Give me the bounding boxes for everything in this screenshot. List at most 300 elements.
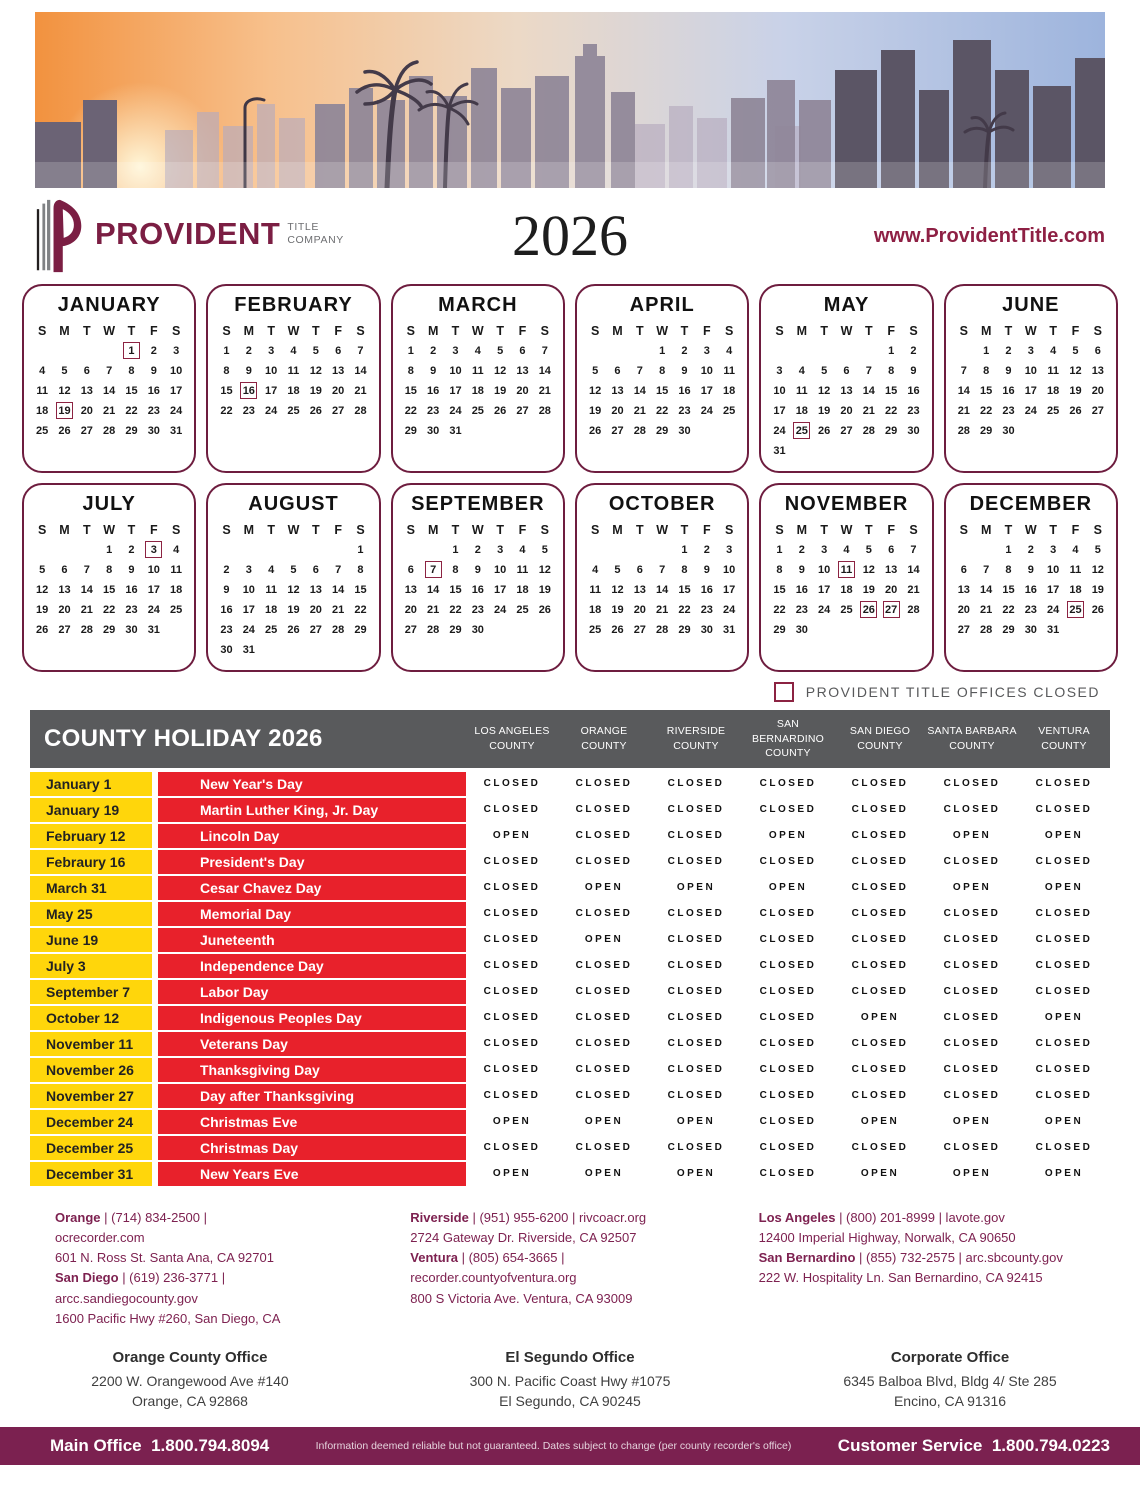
month-title: APRIL: [629, 294, 695, 316]
day-header: T: [1004, 324, 1013, 338]
holiday-date: December 25: [30, 1136, 152, 1160]
date-cell: 29: [980, 425, 993, 437]
skyline-illustration: [35, 12, 1105, 188]
day-header: S: [959, 523, 968, 537]
day-header: W: [656, 523, 669, 537]
date-cell: 16: [907, 385, 920, 397]
date-cell: 2: [703, 544, 710, 556]
date-cell: 9: [703, 564, 710, 576]
county-column-header: VENTURA COUNTY: [1038, 725, 1090, 752]
provident-logo: [35, 199, 512, 273]
holiday-row: [30, 1110, 1110, 1134]
holiday-date: December 24: [30, 1110, 152, 1134]
day-header: T: [820, 523, 828, 537]
date-cell: 2: [910, 345, 917, 357]
date-cell: 4: [290, 345, 297, 357]
office-address-line: El Segundo, CA 90245: [499, 1393, 641, 1410]
months-grid: [0, 280, 1140, 672]
county-status: OPEN: [492, 1116, 532, 1127]
holiday-row: [30, 772, 1110, 796]
date-cell: 28: [332, 624, 345, 636]
date-cell: 3: [245, 564, 252, 576]
date-cell: 14: [980, 584, 993, 596]
month-title: SEPTEMBER: [411, 493, 545, 515]
day-header: S: [406, 324, 415, 338]
day-header: S: [1093, 523, 1102, 537]
date-cell: 8: [106, 564, 113, 576]
date-cell: 25: [589, 624, 602, 636]
date-cell: 20: [1091, 385, 1104, 397]
date-cell: 3: [173, 345, 180, 357]
month-title: OCTOBER: [608, 493, 716, 515]
county-status: CLOSED: [1035, 986, 1093, 997]
month-card-may: [759, 284, 933, 473]
date-cell: 23: [1002, 405, 1015, 417]
date-cell: 30: [700, 624, 713, 636]
date-cell: 1: [106, 544, 113, 556]
date-cell: 8: [1005, 564, 1012, 576]
day-header: M: [243, 324, 255, 338]
county-status: CLOSED: [943, 934, 1001, 945]
holiday-date: July 3: [30, 954, 152, 978]
month-card-july: [22, 483, 196, 672]
date-cell: 14: [354, 365, 367, 377]
month-title: AUGUST: [248, 493, 339, 515]
holiday-name: Day after Thanksgiving: [158, 1084, 466, 1108]
date-cell: 26: [538, 604, 551, 616]
county-status: CLOSED: [759, 1038, 817, 1049]
date-cell: 30: [678, 425, 691, 437]
day-header: M: [796, 523, 808, 537]
offices-closed-legend: [0, 682, 1100, 702]
date-cell: 12: [309, 365, 322, 377]
county-status: CLOSED: [667, 1090, 725, 1101]
date-cell: 5: [1094, 544, 1101, 556]
date-cell: 12: [36, 584, 49, 596]
date-cell: 16: [427, 385, 440, 397]
county-status: CLOSED: [1035, 934, 1093, 945]
county-status: CLOSED: [759, 1116, 817, 1127]
date-cell: 22: [980, 405, 993, 417]
date-cell: 29: [773, 624, 786, 636]
date-cell: 27: [611, 425, 624, 437]
county-status: CLOSED: [575, 1142, 633, 1153]
county-status: CLOSED: [943, 856, 1001, 867]
holiday-row: [30, 876, 1110, 900]
date-cell: 3: [821, 544, 828, 556]
date-cell: 9: [681, 365, 688, 377]
holiday-name: Martin Luther King, Jr. Day: [158, 798, 466, 822]
date-cell: 30: [907, 425, 920, 437]
date-cell: 21: [103, 405, 116, 417]
month-title: NOVEMBER: [784, 493, 909, 515]
date-cell: 24: [449, 405, 462, 417]
date-cell: 16: [700, 584, 713, 596]
date-cell: 10: [1047, 564, 1060, 576]
county-status: OPEN: [952, 882, 992, 893]
county-status: CLOSED: [575, 856, 633, 867]
month-card-june: [944, 284, 1118, 473]
date-cell: 5: [312, 345, 319, 357]
date-cell: 9: [474, 564, 481, 576]
date-cell: 20: [309, 604, 322, 616]
date-cell: 20: [885, 584, 898, 596]
date-cell: 12: [818, 385, 831, 397]
date-cell: 6: [335, 345, 342, 357]
date-cell: 4: [1072, 544, 1079, 556]
date-cell: 22: [220, 405, 233, 417]
date-cell: 1: [983, 345, 990, 357]
date-cell: 13: [404, 584, 417, 596]
day-header: F: [518, 324, 527, 338]
office-block: [0, 1349, 380, 1412]
day-header: S: [222, 523, 231, 537]
county-status: CLOSED: [483, 1012, 541, 1023]
date-cell: 10: [449, 365, 462, 377]
date-cell-office-closed: 27: [880, 601, 902, 620]
date-cell: 13: [80, 385, 93, 397]
day-header: F: [887, 523, 895, 537]
day-header: T: [83, 324, 91, 338]
day-header: F: [887, 324, 895, 338]
date-cell: 18: [36, 405, 49, 417]
date-cell: 31: [1047, 624, 1060, 636]
date-cell: 30: [1002, 425, 1015, 437]
county-status: OPEN: [1044, 1012, 1084, 1023]
county-status: CLOSED: [1035, 1064, 1093, 1075]
date-cell: 17: [170, 385, 183, 397]
day-header: T: [127, 523, 136, 537]
date-cell: 7: [335, 564, 342, 576]
date-cell: 9: [430, 365, 437, 377]
date-cell: 19: [36, 604, 49, 616]
county-column-header: SAN DIEGO COUNTY: [849, 725, 911, 752]
date-cell: 18: [1069, 584, 1082, 596]
date-cell: 21: [633, 405, 646, 417]
date-cell: 18: [516, 584, 529, 596]
date-cell-office-closed: 25: [1064, 601, 1086, 620]
date-cell: 5: [1072, 345, 1079, 357]
date-cell: 24: [773, 425, 786, 437]
recorder-contact-column: [410, 1208, 758, 1329]
county-status: CLOSED: [483, 1064, 541, 1075]
day-header: T: [127, 324, 136, 338]
contact-line: San Diego | (619) 236-3771 |: [55, 1270, 226, 1286]
date-cell: 17: [723, 584, 736, 596]
date-cell: 28: [633, 425, 646, 437]
year-title: 2026: [512, 203, 628, 268]
holiday-row: [30, 928, 1110, 952]
date-cell: 17: [1047, 584, 1060, 596]
day-header: T: [1004, 523, 1013, 537]
date-cell: 8: [357, 564, 364, 576]
table-title: COUNTY HOLIDAY 2026: [44, 725, 323, 752]
date-cell: 28: [957, 425, 970, 437]
day-header: S: [909, 324, 918, 338]
county-name: Riverside: [410, 1210, 469, 1225]
county-status: CLOSED: [575, 960, 633, 971]
county-status: CLOSED: [943, 1090, 1001, 1101]
month-title: DECEMBER: [969, 493, 1093, 515]
holiday-name: Lincoln Day: [158, 824, 466, 848]
date-cell: 21: [427, 604, 440, 616]
date-cell: 2: [1027, 544, 1034, 556]
day-header: T: [865, 523, 873, 537]
day-header: S: [775, 523, 784, 537]
date-cell: 25: [471, 405, 484, 417]
date-cell: 29: [885, 425, 898, 437]
day-header: S: [590, 523, 600, 537]
date-cell: 6: [888, 544, 895, 556]
date-cell: 4: [39, 365, 46, 377]
county-status: CLOSED: [851, 1142, 909, 1153]
date-cell: 20: [58, 604, 71, 616]
county-status: CLOSED: [667, 934, 725, 945]
date-cell-office-closed: 3: [143, 541, 165, 560]
date-cell: 28: [656, 624, 669, 636]
customer-service-phone: Customer Service 1.800.794.0223: [837, 1436, 1110, 1456]
date-cell: 13: [840, 385, 853, 397]
date-cell: 22: [125, 405, 138, 417]
date-cell: 18: [287, 385, 300, 397]
date-cell: 21: [862, 405, 875, 417]
county-status: CLOSED: [943, 986, 1001, 997]
date-cell: 11: [1047, 365, 1059, 377]
day-header: F: [518, 523, 527, 537]
day-header: F: [1071, 324, 1080, 338]
date-cell: 27: [80, 425, 93, 437]
holiday-row: [30, 954, 1110, 978]
date-cell: 27: [1091, 405, 1104, 417]
county-status: CLOSED: [667, 830, 725, 841]
date-cell: 18: [795, 405, 808, 417]
holiday-date: May 25: [30, 902, 152, 926]
disclaimer-text: Information deemed reliable but not guaranteed. Dates subject to change (per county recorder's office): [315, 1440, 792, 1453]
holiday-row: [30, 850, 1110, 874]
date-cell: 30: [471, 624, 484, 636]
date-cell: 19: [818, 405, 831, 417]
holiday-row: [30, 1136, 1110, 1160]
date-cell: 12: [1091, 564, 1104, 576]
day-header: F: [703, 523, 711, 537]
date-cell: 23: [242, 405, 255, 417]
date-cell: 25: [287, 405, 300, 417]
date-cell: 4: [843, 544, 850, 556]
holiday-date: November 26: [30, 1058, 152, 1082]
date-cell: 22: [656, 405, 669, 417]
date-cell: 11: [516, 564, 529, 576]
date-cell: 25: [170, 604, 183, 616]
date-cell: 14: [332, 584, 345, 596]
date-cell: 26: [611, 624, 624, 636]
date-cell: 13: [332, 365, 345, 377]
date-cell: 4: [519, 544, 526, 556]
county-status: CLOSED: [759, 960, 817, 971]
county-status: CLOSED: [1035, 856, 1093, 867]
date-cell: 11: [723, 365, 735, 377]
county-status: CLOSED: [943, 1142, 1001, 1153]
holiday-rows: [30, 772, 1110, 1186]
logo-subtitle: TITLE COMPANY: [287, 221, 344, 246]
day-header: W: [287, 324, 300, 338]
office-block: [760, 1349, 1140, 1412]
county-status: CLOSED: [483, 778, 541, 789]
county-status: CLOSED: [943, 960, 1001, 971]
date-cell: 9: [128, 564, 135, 576]
date-cell: 24: [1047, 604, 1060, 616]
date-cell: 14: [103, 385, 116, 397]
county-status: OPEN: [860, 1012, 900, 1023]
date-cell: 26: [589, 425, 602, 437]
date-cell: 3: [497, 544, 504, 556]
day-header: S: [37, 324, 47, 338]
date-cell: 21: [80, 604, 93, 616]
brand-row: [0, 188, 1140, 280]
holiday-date: Febraury 16: [30, 850, 152, 874]
date-cell: 5: [865, 544, 872, 556]
county-status: CLOSED: [851, 960, 909, 971]
county-status: CLOSED: [1035, 804, 1093, 815]
date-cell: 8: [128, 365, 135, 377]
date-cell: 2: [223, 564, 230, 576]
date-cell: 1: [407, 345, 414, 357]
county-status: CLOSED: [667, 804, 725, 815]
date-cell: 3: [703, 345, 710, 357]
county-status: CLOSED: [943, 1012, 1001, 1023]
date-cell: 1: [452, 544, 459, 556]
holiday-name: Independence Day: [158, 954, 466, 978]
day-header: T: [312, 324, 320, 338]
month-card-november: [759, 483, 933, 672]
website-link[interactable]: www.ProvidentTitle.com: [873, 224, 1105, 247]
date-cell: 30: [1024, 624, 1037, 636]
date-cell: 11: [170, 564, 182, 576]
date-cell: 28: [980, 624, 993, 636]
county-status: CLOSED: [851, 908, 909, 919]
offices: [0, 1349, 1140, 1412]
county-name: Orange: [55, 1210, 101, 1225]
date-cell: 17: [449, 385, 462, 397]
date-cell: 30: [427, 425, 440, 437]
county-status: CLOSED: [483, 804, 541, 815]
date-cell: 21: [332, 604, 345, 616]
county-status: CLOSED: [851, 1090, 909, 1101]
county-status: CLOSED: [575, 986, 633, 997]
date-cell: 14: [427, 584, 440, 596]
county-status: OPEN: [952, 830, 992, 841]
month-title: JANUARY: [57, 294, 161, 316]
office-block: [380, 1349, 760, 1412]
county-status: OPEN: [768, 882, 808, 893]
date-cell: 29: [125, 425, 138, 437]
day-header: T: [496, 523, 504, 537]
holiday-row: [30, 824, 1110, 848]
county-status: CLOSED: [1035, 1090, 1093, 1101]
county-status: CLOSED: [1035, 778, 1093, 789]
county-status: OPEN: [768, 830, 808, 841]
date-cell: 15: [404, 385, 417, 397]
date-cell: 10: [1024, 365, 1037, 377]
contact-line: 12400 Imperial Highway, Norwalk, CA 90650: [758, 1230, 1016, 1246]
county-status: CLOSED: [483, 882, 541, 893]
date-cell-office-closed: 25: [791, 422, 813, 441]
day-header: F: [150, 523, 158, 537]
date-cell: 1: [659, 345, 666, 357]
contact-line: San Bernardino | (855) 732-2575 | arc.sbcounty.gov: [758, 1250, 1063, 1266]
month-card-march: [391, 284, 565, 473]
county-column-header: SAN BERNARDINO COUNTY: [751, 717, 824, 760]
holiday-row: [30, 798, 1110, 822]
county-status: CLOSED: [667, 778, 725, 789]
date-cell: 12: [494, 365, 507, 377]
table-header: [30, 710, 1110, 768]
county-status: OPEN: [492, 830, 532, 841]
date-cell: 13: [1091, 365, 1104, 377]
county-status: OPEN: [676, 1168, 716, 1179]
date-cell: 18: [723, 385, 736, 397]
date-cell: 8: [407, 365, 414, 377]
day-header: M: [427, 523, 439, 537]
date-cell: 10: [494, 564, 507, 576]
county-status: CLOSED: [575, 1012, 633, 1023]
date-cell: 21: [354, 385, 367, 397]
county-status: CLOSED: [851, 1064, 909, 1075]
date-cell: 4: [726, 345, 733, 357]
date-cell: 20: [404, 604, 417, 616]
date-cell: 21: [656, 604, 669, 616]
date-cell: 14: [907, 564, 920, 576]
date-cell: 20: [80, 405, 93, 417]
contact-line: 800 S Victoria Ave. Ventura, CA 93009: [410, 1290, 633, 1306]
day-header: T: [267, 523, 275, 537]
date-cell: 9: [245, 365, 252, 377]
date-cell: 19: [1069, 385, 1082, 397]
county-status: CLOSED: [483, 1038, 541, 1049]
date-cell-office-closed: 1: [120, 342, 142, 361]
date-cell: 11: [589, 584, 601, 596]
date-cell: 2: [474, 544, 481, 556]
day-header: M: [980, 324, 992, 338]
date-cell: 28: [907, 604, 920, 616]
county-status: CLOSED: [759, 856, 817, 867]
date-cell: 16: [471, 584, 484, 596]
day-header: T: [496, 324, 504, 338]
date-cell: 30: [147, 425, 160, 437]
county-status: CLOSED: [483, 986, 541, 997]
holiday-name: New Years Eve: [158, 1162, 466, 1186]
date-cell: 22: [1002, 604, 1015, 616]
county-status: CLOSED: [851, 778, 909, 789]
date-cell: 9: [910, 365, 917, 377]
date-cell: 9: [1005, 365, 1012, 377]
contact-line: 601 N. Ross St. Santa Ana, CA 92701: [55, 1250, 274, 1266]
date-cell: 9: [1027, 564, 1034, 576]
county-status: CLOSED: [943, 908, 1001, 919]
date-cell: 19: [862, 584, 875, 596]
date-cell: 29: [404, 425, 417, 437]
footer-bar: [0, 1427, 1140, 1465]
day-header: M: [796, 324, 808, 338]
day-header: S: [540, 324, 549, 338]
holiday-row: [30, 902, 1110, 926]
county-status: CLOSED: [759, 1064, 817, 1075]
date-cell: 15: [678, 584, 691, 596]
day-header: T: [680, 324, 689, 338]
day-header: S: [1093, 324, 1102, 338]
contact-line: Los Angeles | (800) 201-8999 | lavote.gov: [758, 1210, 1005, 1225]
date-cell: 5: [592, 365, 599, 377]
office-address-line: 6345 Balboa Blvd, Bldg 4/ Ste 285: [843, 1372, 1057, 1389]
